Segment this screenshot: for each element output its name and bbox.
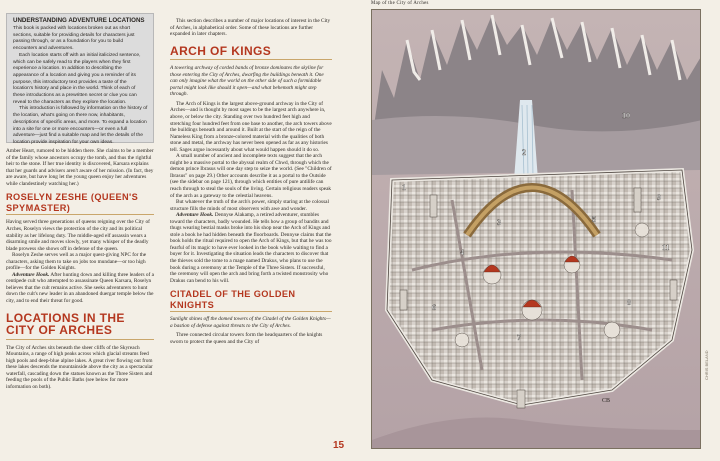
body-paragraph: [6, 272, 154, 305]
hook-text: After hunting down and killing three leaders of a centipede cult who attempted to assassinate Queen Karsara, Roselyn believes that the cult remains active. She seeks adventurers to hunt down the cult's new leader in an abandoned duergar temple below the city, and to end their threat for good.: [6, 271, 154, 305]
body-paragraph: The City of Arches sits beneath the sheer cliffs of the Skyreach Mountains, a range of high peaks across which glacial streams feed high pools and deep-blue alpine lakes. A great river flowing out from these lakes descends the mountainside above the city as a spectacular waterfall, cascading down the statues known as the Three Sisters and feeding the pools of the Public Baths (see below for more information on both).: [6, 344, 153, 390]
heading-roselyn: ROSELYN ZESHE (QUEEN'S SPYMASTER): [6, 192, 154, 215]
map-label: 7: [517, 333, 521, 342]
map-label: 6: [432, 303, 436, 312]
map-label: 10: [622, 111, 630, 120]
heading-locations: LOCATIONS IN THE CITY OF ARCHES: [6, 312, 154, 340]
city-map: [371, 9, 701, 449]
map-label: 1: [402, 183, 406, 192]
map-caption: Map of the City of Arches: [371, 1, 429, 6]
adventure-hook-label: Adventure Hook.: [176, 212, 214, 219]
column-middle: [170, 0, 332, 346]
sidebar-paragraph: This book is packed with locations broken out as short sections, suitable for providing details for characters just passing through, or as a foundation for you to build encounters and adventures.: [13, 26, 135, 52]
map-label: 11: [662, 243, 670, 252]
map-label: 4: [460, 248, 464, 257]
artist-credit: CHRIS BELAND: [704, 350, 709, 380]
sidebar-paragraph: Each location starts off with an initial italicized sentence, which can be safely read to the players when they first experience a location. In addition to describing the appearance of a location and giving you a reminder of its purpose, this introductory text provides a taste of the location's history and place in the world. Think of each of these introductions as a prewritten secret or clue you can reveal to the characters as they explore the location.: [13, 52, 141, 105]
sidebar-paragraph: This introduction is followed by information on the history of the location, what's going on there now, inhabitants, descriptions of specific areas, and more. To expand a location into a site for one or more encounters—or even a full adventure—just find a suitable map and let the details of the location provide inspiration for your own ideas.: [13, 106, 148, 145]
body-paragraph: [170, 212, 332, 284]
map-label: 2: [522, 148, 526, 157]
flavor-text: Sunlight shines off the domed towers of the Citadel of the Golden Knights—a bastion of defense against threats to the City of Arches.: [170, 316, 331, 329]
map-label: 5: [592, 215, 596, 224]
sidebar-box: [6, 13, 154, 143]
body-paragraph: But whatever the truth of the arch's power, simply staring at the colossal structure fills the minds of most observers with awe and wonder.: [170, 199, 329, 212]
artist-signature: CB: [602, 398, 611, 404]
body-paragraph: Amber Heart, rumored to be hidden there. She claims to be a member of the family whose ancestors occupy the tomb, and thus the rightful heir to the stone. If her true identity is discovered, Karsara explains that her guards and advisers aren't aware of her mission. (In fact, they are aware, but have long let the young queen enjoy her adventures while clandestinely watching her.): [6, 148, 154, 187]
heading-arch-of-kings: ARCH OF KINGS: [170, 45, 332, 61]
column-left: [6, 0, 154, 390]
map-label: 8: [627, 298, 631, 307]
body-paragraph: Having served three generations of queens reigning over the City of Arches, Roselyn views the protection of the city and its political stability as her lifelong duty. The middle-aged elf assassin wears a disarming smile and moves slowly, yet many whisper of the deadly blade prowess she shows off in defense of the queen.: [6, 219, 150, 252]
hook-text: Dennyse Alakamp, a retired adventurer, stumbles toward the characters, badly wounded. He tells how a group of bandits and thugs wearing bestial masks broke into his shop near the Arch of Kings and stole a book he had hidden beneath the floorboards. Dennyse claims that the book holds the ritual required to open the Arch of Kings, but that he was too fearful of its magic to have ever looked in the book while waiting to find a buyer for it. Investigating the situation leads the characters to discover that the thieves sold the tome to a mage named Drakus, who plans to use the book during a ceremony at the Temple of the Three Sisters. If successful, the ceremony will open the arch and bring forth a twisted monstrosity who Drakus can bend to his will.: [170, 212, 332, 284]
body-paragraph: A small number of ancient and incomplete texts suggest that the arch might be a massive portal to the abyssal realm of Chwd, through which the demon prince Ibrasus will one day step to seize the world. (See "Children of Ibrasus" on page 29.) Other accounts describe it as a portal to the Outside (see the sidebar on page 121), through which entities of pure antilife can reach through to steal the souls of the living. Certain religious readers speak of the arch as a gateway to the celestial heavens.: [170, 153, 332, 199]
body-paragraph: Three connected circular towers form the headquarters of the knights sworn to protect the queen and the City of: [170, 332, 323, 346]
page-number: 15: [333, 440, 345, 451]
sidebar-title: UNDERSTANDING ADVENTURE LOCATIONS: [13, 17, 145, 24]
map-label: 9: [657, 193, 661, 202]
map-label: 3: [497, 218, 501, 227]
flavor-text: A towering archway of corded bands of bronze dominates the skyline for those entering the City of Arches, dwarfing the buildings beneath it. One can only imagine what the world on the other side of such a formidable portal might look like should it open—and what behemoth might step through.: [170, 65, 324, 98]
body-paragraph: Roselyn Zeshe serves well as a major quest-giving NPC for the characters, asking them to take on jobs too mundane—or too high profile—for the Golden Knights.: [6, 252, 147, 272]
body-paragraph: The Arch of Kings is the largest above-ground archway in the City of Arches—and is thought by most sages to be the largest arch anywhere in, above, or below the city. Standing over two hundred feet high and stretching four hundred feet from one base to another, the arch towers above the buildings beneath and around it. Built at the start of the reign of the Nameless King from a bronze-colored material with the qualities of both stone and metal, the archway has never been opened as far as any histories tell. Sages argue incessantly about what would happen should it do so.: [170, 100, 332, 153]
heading-citadel: CITADEL OF THE GOLDEN KNIGHTS: [170, 289, 332, 312]
city-map-illustration: [372, 10, 701, 449]
adventure-hook-label: Adventure Hook.: [12, 271, 50, 278]
body-paragraph: This section describes a number of major locations of interest in the City of Arches, in alphabetical order. Some of these locations are further expanded in later chapters.: [170, 18, 331, 38]
